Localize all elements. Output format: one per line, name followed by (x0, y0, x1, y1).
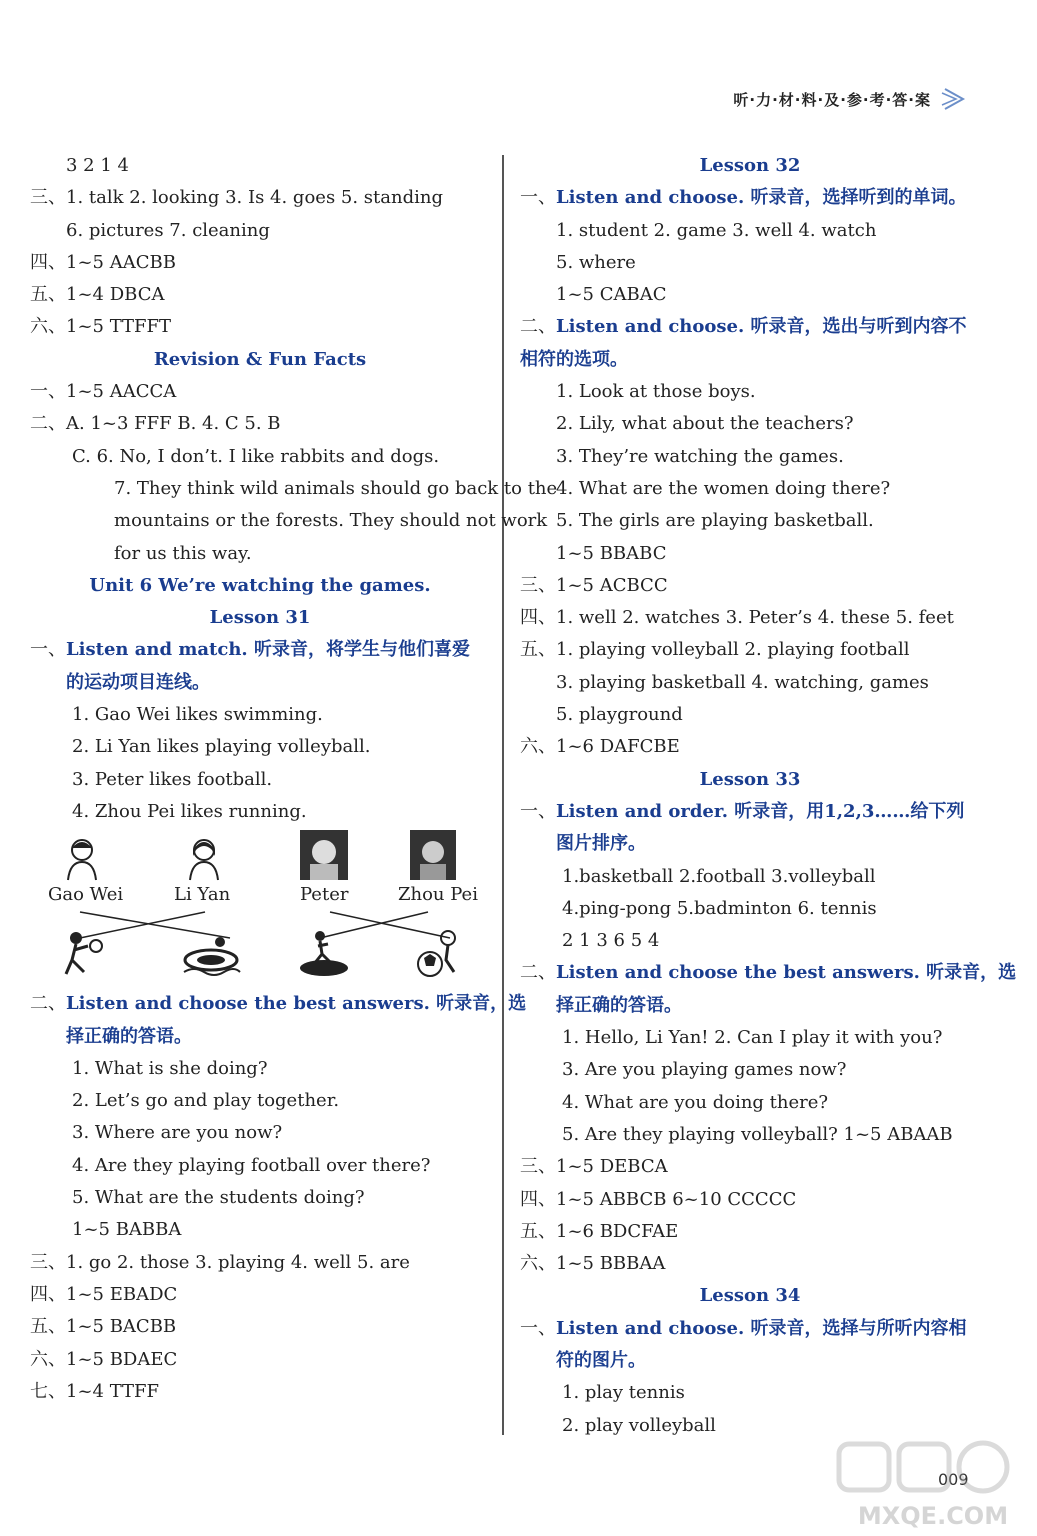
answer-line: 四、1~5 AACBB (30, 251, 176, 273)
question-heading-cont: 择正确的答语。 (556, 994, 682, 1016)
answer-line: 1~5 BABBA (72, 1219, 182, 1241)
right-column (520, 150, 1017, 1442)
swimmer-icon (180, 932, 242, 978)
answer-line: 3. playing basketball 4. watching, games (556, 671, 929, 693)
question-heading: 二、Listen and choose. 听录音，选出与听到内容不 (520, 316, 967, 338)
transcript-line: 2. Lily, what about the teachers? (556, 413, 854, 435)
transcript-line: 5. What are the students doing? (72, 1187, 365, 1209)
answer-line: 四、1~5 EBADC (30, 1283, 178, 1305)
transcript-line: 1. Look at those boys. (556, 381, 756, 403)
answer-line: 5. playground (556, 704, 683, 726)
football-player-icon (414, 928, 464, 978)
header-title: 听·力·材·料·及·参·考·答·案 (733, 90, 931, 109)
answer-line: mountains or the forests. They should not work (114, 510, 548, 532)
answer-line: 六、1~5 TTFFT (30, 316, 172, 338)
transcript-line: 4. Are they playing football over there? (72, 1154, 431, 1176)
answer-line: 三、1. talk 2. looking 3. Is 4. goes 5. standing (30, 187, 443, 209)
transcript-line: 3. They’re watching the games. (556, 445, 844, 467)
answer-line: 1. student 2. game 3. well 4. watch (556, 219, 877, 241)
lesson-title: Lesson 33 (699, 768, 801, 790)
transcript-line: 1. Hello, Li Yan! 2. Can I play it with you? (562, 1027, 943, 1049)
transcript-line: 2. Li Yan likes playing volleyball. (72, 736, 371, 758)
transcript-line: 1. Gao Wei likes swimming. (72, 704, 323, 726)
answer-line: 3 2 1 4 (66, 155, 129, 176)
question-heading-cont: 的运动项目连线。 (66, 671, 210, 693)
answer-line: 二、A. 1~3 FFF B. 4. C 5. B (30, 413, 281, 435)
question-heading-cont: 相符的选项。 (520, 348, 628, 370)
transcript-line: 1. play tennis (562, 1382, 685, 1404)
answer-line: 五、1~5 BACBB (30, 1316, 177, 1338)
answer-line: 七、1~4 TTFF (30, 1380, 160, 1402)
answer-line: 六、1~5 BBBAA (520, 1253, 666, 1275)
column-divider (502, 155, 504, 1435)
left-column (30, 150, 558, 1408)
transcript-line: 5. Are they playing volleyball? 1~5 ABAAB (562, 1123, 953, 1145)
answer-line: for us this way. (114, 542, 252, 564)
answer-line: 1~5 CABAC (556, 284, 667, 306)
answer-line: 三、1. go 2. those 3. playing 4. well 5. are (30, 1251, 410, 1273)
page-header (733, 84, 967, 114)
answer-line: 三、1~5 DEBCA (520, 1156, 668, 1178)
answer-line: 六、1~5 BDAEC (30, 1348, 178, 1370)
question-heading: 一、Listen and order. 听录音，用1,2,3……给下列 (520, 800, 965, 822)
transcript-line: 3. Where are you now? (72, 1122, 283, 1144)
transcript-line: 4.ping-pong 5.badminton 6. tennis (562, 897, 877, 919)
lesson-title: Lesson 34 (699, 1285, 801, 1307)
student-name: Zhou Pei (398, 884, 478, 906)
chevron-right-icon (941, 86, 967, 112)
transcript-line: 4. What are the women doing there? (556, 477, 891, 499)
answer-line: C. 6. No, I don’t. I like rabbits and dogs. (72, 445, 440, 467)
transcript-line: 5. The girls are playing basketball. (556, 510, 874, 532)
answer-line: 一、1~5 AACCA (30, 381, 177, 403)
transcript-line: 3. Are you playing games now? (562, 1059, 847, 1081)
question-heading: 二、Listen and choose the best answers. 听录音，选 (30, 993, 527, 1015)
answer-line: 6. pictures 7. cleaning (66, 219, 270, 241)
runner-icon (298, 928, 350, 978)
question-heading: 二、Listen and choose the best answers. 听录音，选 (520, 962, 1017, 984)
lesson-title: Lesson 31 (209, 607, 311, 629)
volleyball-player-icon (58, 928, 108, 978)
answer-line: 1~5 BBABC (556, 542, 667, 564)
question-heading: 一、Listen and match. 听录音，将学生与他们喜爱 (30, 639, 470, 661)
transcript-line: 2. play volleyball (562, 1414, 716, 1436)
answer-line: 五、1. playing volleyball 2. playing football (520, 639, 910, 661)
question-heading-cont: 择正确的答语。 (66, 1025, 192, 1047)
answer-line: 六、1~6 DAFCBE (520, 736, 680, 758)
transcript-line: 2. Let’s go and play together. (72, 1090, 340, 1112)
question-heading-cont: 图片排序。 (556, 833, 646, 855)
student-name: Gao Wei (48, 884, 124, 906)
question-heading: 一、Listen and choose. 听录音，选择与所听内容相 (520, 1317, 967, 1339)
transcript-line: 4. What are you doing there? (562, 1091, 829, 1113)
unit-title: Unit 6 We’re watching the games. (89, 574, 431, 596)
answer-line: 五、1~6 BDCFAE (520, 1220, 679, 1242)
transcript-line: 3. Peter likes football. (72, 768, 273, 790)
matching-illustration (30, 828, 490, 988)
answer-line: 五、1~4 DBCA (30, 284, 165, 306)
transcript-line: 4. Zhou Pei likes running. (72, 800, 307, 822)
answer-line: 四、1~5 ABBCB 6~10 CCCCC (520, 1188, 797, 1210)
answer-line: 5. where (556, 251, 636, 273)
svg-text:MXQE.COM: MXQE.COM (857, 1502, 1009, 1530)
question-heading: 一、Listen and choose. 听录音，选择听到的单词。 (520, 187, 967, 209)
answer-line: 7. They think wild animals should go back to the (114, 477, 558, 499)
transcript-line: 1. What is she doing? (72, 1057, 268, 1079)
answer-line: 三、1~5 ACBCC (520, 574, 668, 596)
lesson-title: Lesson 32 (699, 155, 801, 176)
section-title: Revision & Fun Facts (153, 348, 367, 370)
answer-line: 四、1. well 2. watches 3. Peter’s 4. these 5. feet (520, 607, 954, 629)
answer-line: 2 1 3 6 5 4 (562, 930, 660, 952)
transcript-line: 1.basketball 2.football 3.volleyball (562, 865, 876, 887)
student-name: Peter (300, 884, 349, 906)
page-number: 009 (938, 1470, 969, 1489)
student-name: Li Yan (174, 884, 231, 906)
question-heading-cont: 符的图片。 (556, 1349, 646, 1371)
watermark-logo (833, 1440, 1033, 1530)
